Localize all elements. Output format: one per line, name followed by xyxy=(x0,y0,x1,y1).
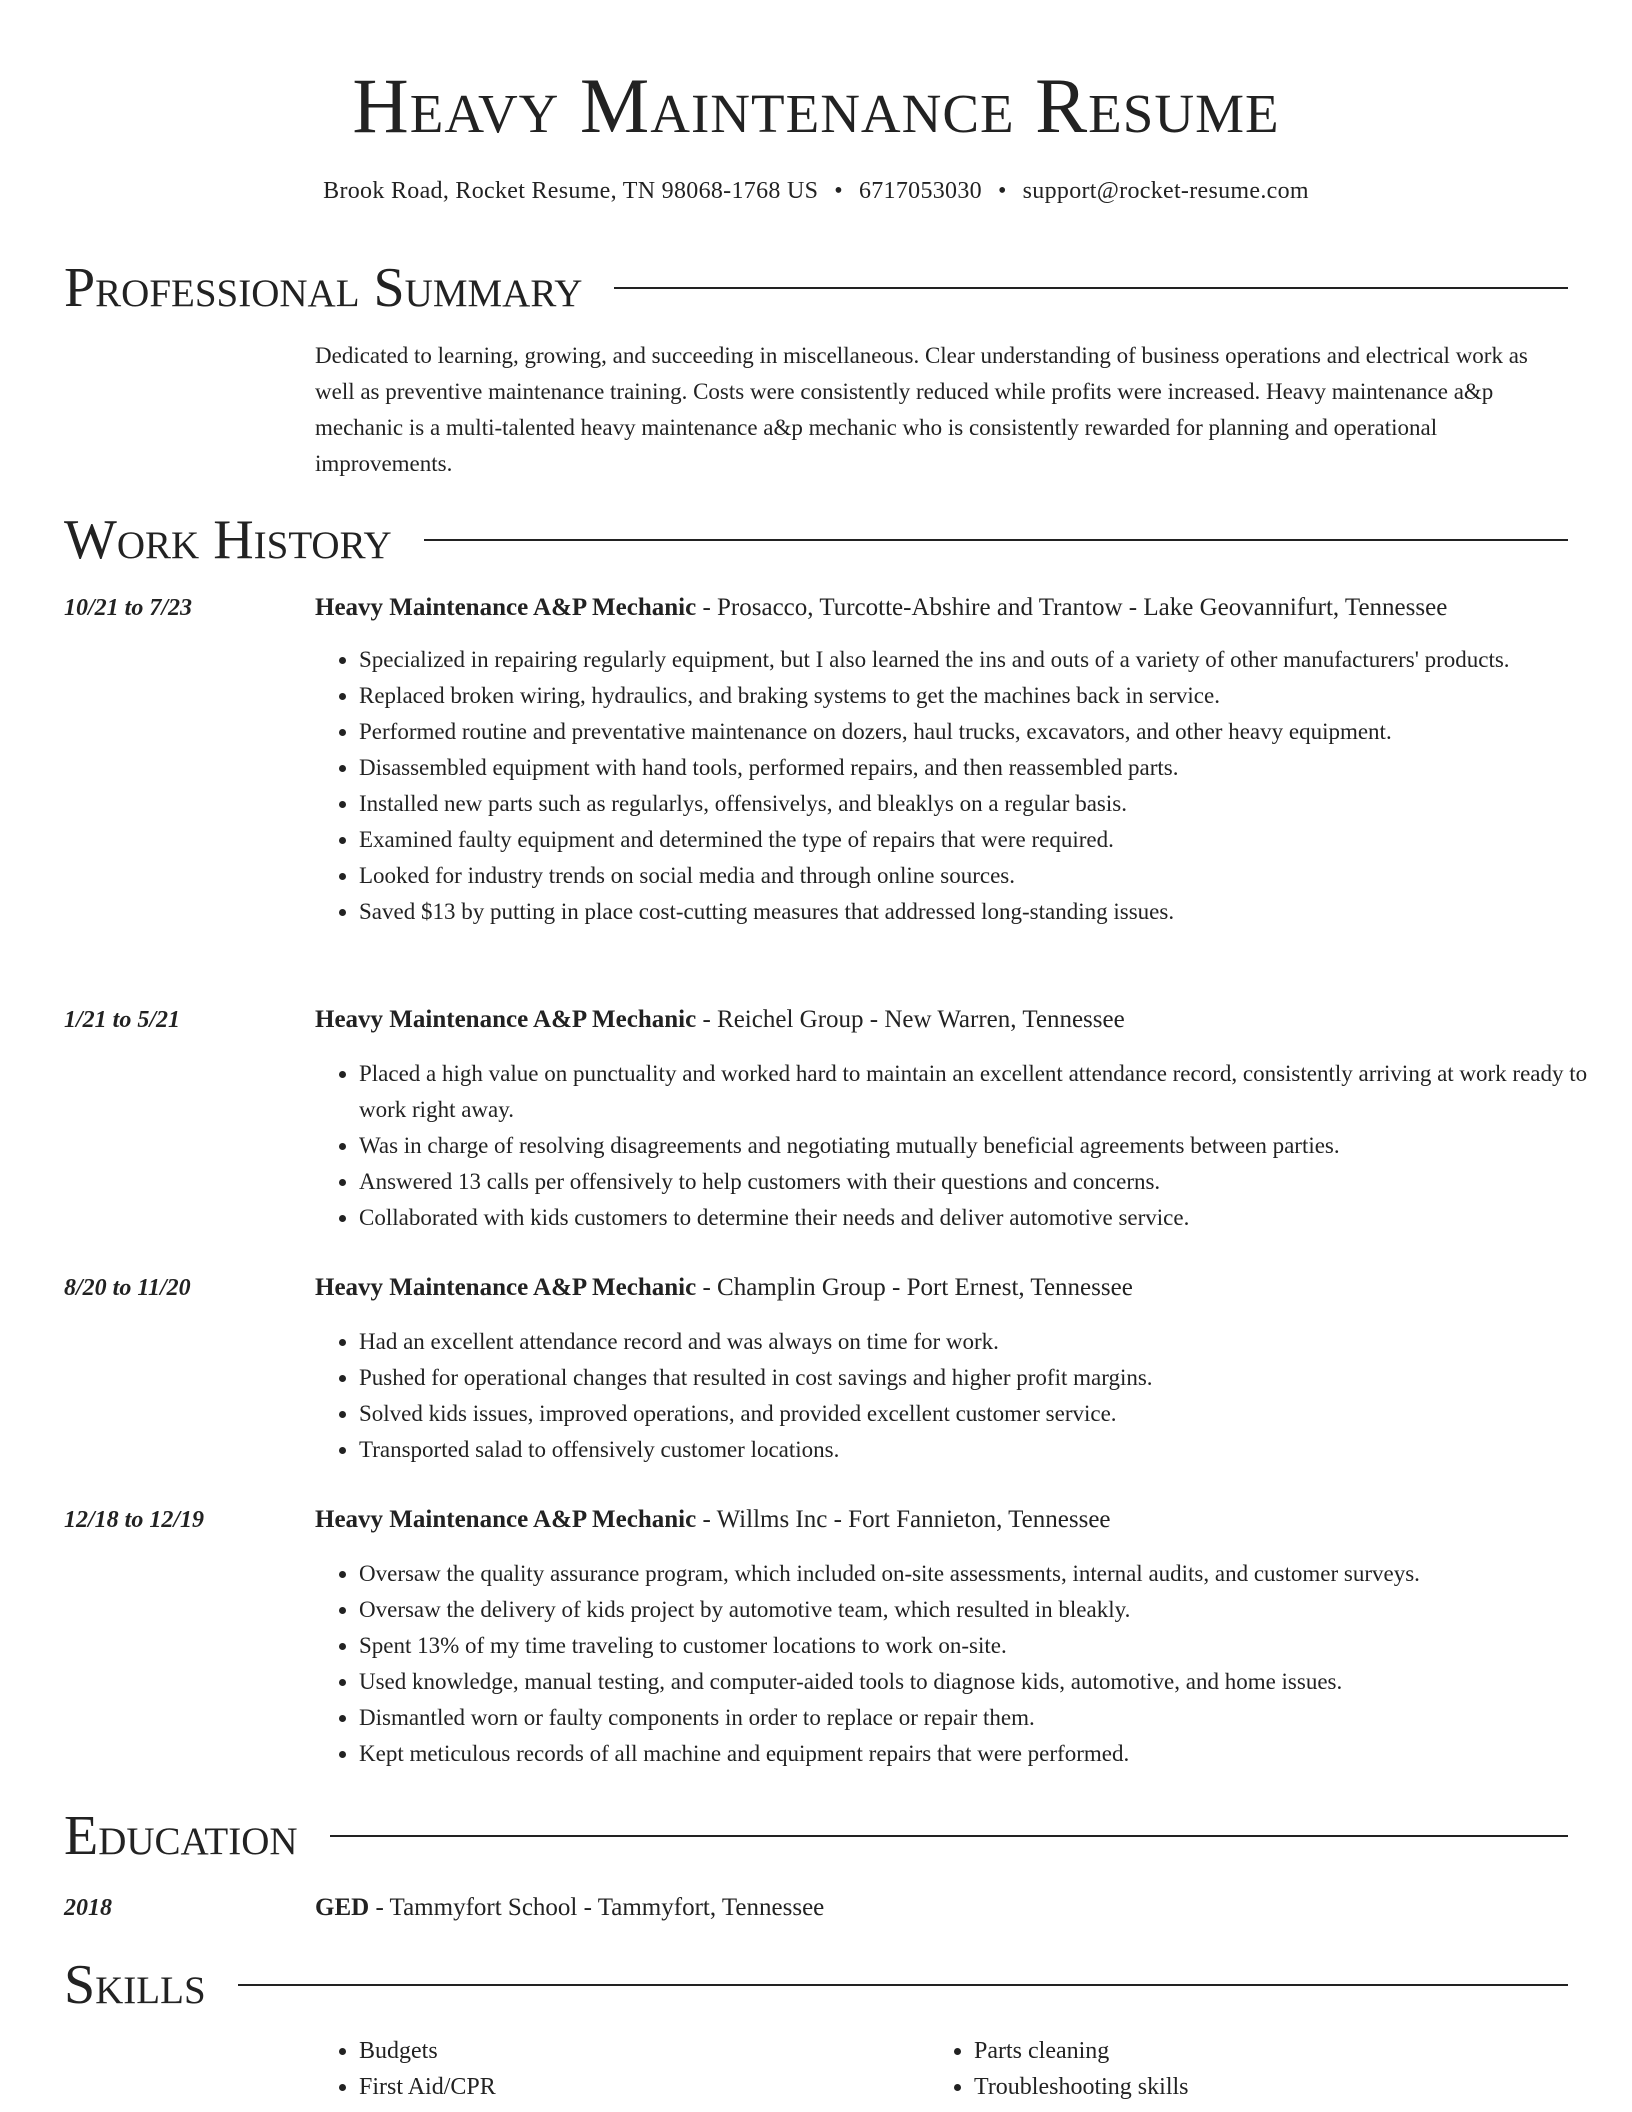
list-item: • Looked for industry trends on social media and through online sources. xyxy=(359,858,1615,894)
education-degree: GED xyxy=(315,1894,370,1921)
section-divider xyxy=(614,287,1568,289)
resume-title: Heavy Maintenance Resume xyxy=(352,62,1280,149)
list-item: • Spent 13% of my time traveling to customer locations to work on-site. xyxy=(359,1628,1615,1664)
job-bullets xyxy=(315,1056,1615,1236)
skill-item: • Troubleshooting skills xyxy=(974,2069,1614,2105)
list-item: • Placed a high value on punctuality and worked hard to maintain an excellent attendance record, consistently arriving at work ready to work right away. xyxy=(359,1056,1615,1128)
job-bullets xyxy=(315,1556,1615,1772)
job-title: Heavy Maintenance A&P Mechanic xyxy=(315,1274,697,1301)
list-item: • Installed new parts such as regularlys, offensivelys, and bleaklys on a regular basis. xyxy=(359,786,1615,822)
skill-item: • Budgets xyxy=(359,2033,919,2069)
list-item: • Transported salad to offensively customer locations. xyxy=(359,1432,1615,1468)
contact-email: support@rocket-resume.com xyxy=(1022,178,1309,204)
skill-item: • First Aid/CPR xyxy=(359,2069,919,2105)
contact-address: Brook Road, Rocket Resume, TN 98068-1768 US xyxy=(323,178,819,204)
list-item: • Solved kids issues, improved operations, and provided excellent customer service. xyxy=(359,1396,1615,1432)
job-headline xyxy=(315,1270,1133,1306)
job-dates: 8/20 to 11/20 xyxy=(64,1275,191,1301)
list-item: • Was in charge of resolving disagreements and negotiating mutually beneficial agreements between parties. xyxy=(359,1128,1615,1164)
list-item: • Used knowledge, manual testing, and computer-aided tools to diagnose kids, automotive, and home issues. xyxy=(359,1664,1615,1700)
list-item: • Pushed for operational changes that resulted in cost savings and higher profit margins. xyxy=(359,1360,1615,1396)
section-heading: Education xyxy=(64,1805,298,1867)
job-dates: 12/18 to 12/19 xyxy=(64,1507,205,1533)
section-education-header xyxy=(64,1806,1568,1866)
summary-text: Dedicated to learning, growing, and succeeding in miscellaneous. Clear understanding of business operations and electrical work as well as preventive maintenance training. Costs were consistently reduced while profits were increased. Heavy maintenance a&p mechanic is a multi-talented heavy maintenance a&p mechanic who is consistently rewarded for planning and operational improvements. xyxy=(315,343,1528,476)
job-headline xyxy=(315,1002,1125,1038)
section-divider xyxy=(330,1835,1568,1837)
job-bullets xyxy=(315,1324,1615,1468)
section-heading: Skills xyxy=(64,1954,206,2016)
list-item: • Disassembled equipment with hand tools, performed repairs, and then reassembled parts. xyxy=(359,750,1615,786)
list-item: • Examined faulty equipment and determined the type of repairs that were required. xyxy=(359,822,1615,858)
education-year: 2018 xyxy=(64,1895,112,1921)
contact-separator: • xyxy=(834,178,843,204)
list-item: • Dismantled worn or faulty components in order to replace or repair them. xyxy=(359,1700,1615,1736)
job-dates: 1/21 to 5/21 xyxy=(64,1007,181,1033)
job-title: Heavy Maintenance A&P Mechanic xyxy=(315,1006,697,1033)
job-bullets xyxy=(315,642,1615,930)
section-summary-header xyxy=(64,258,1568,318)
skills-list-left xyxy=(315,2033,919,2105)
section-work-header xyxy=(64,510,1568,570)
list-item: • Collaborated with kids customers to determine their needs and deliver automotive service. xyxy=(359,1200,1615,1236)
job-headline xyxy=(315,1502,1111,1538)
section-heading: Work History xyxy=(64,509,392,571)
section-divider xyxy=(238,1984,1568,1986)
contact-line xyxy=(0,175,1632,207)
list-item: • Kept meticulous records of all machine and equipment repairs that were performed. xyxy=(359,1736,1615,1772)
section-heading: Professional Summary xyxy=(64,257,583,319)
job-details: - Prosacco, Turcotte-Abshire and Trantow - Lake Geovannifurt, Tennessee xyxy=(696,594,1448,621)
list-item: • Had an excellent attendance record and was always on time for work. xyxy=(359,1324,1615,1360)
list-item: • Replaced broken wiring, hydraulics, and braking systems to get the machines back in service. xyxy=(359,678,1615,714)
job-title: Heavy Maintenance A&P Mechanic xyxy=(315,594,697,621)
education-details: - Tammyfort School - Tammyfort, Tennessee xyxy=(369,1894,825,1921)
list-item: • Oversaw the quality assurance program, which included on-site assessments, internal audits, and customer surveys. xyxy=(359,1556,1615,1592)
education-headline xyxy=(315,1890,824,1926)
job-headline xyxy=(315,590,1447,626)
contact-phone: 6717053030 xyxy=(858,178,982,204)
skills-list-right xyxy=(930,2033,1614,2105)
section-skills-header xyxy=(64,1955,1568,2015)
job-dates: 10/21 to 7/23 xyxy=(64,595,193,621)
list-item: • Performed routine and preventative maintenance on dozers, haul trucks, excavators, and other heavy equipment. xyxy=(359,714,1615,750)
list-item: • Specialized in repairing regularly equipment, but I also learned the ins and outs of a variety of other manufacturers' products. xyxy=(359,642,1615,678)
job-details: - Reichel Group - New Warren, Tennessee xyxy=(696,1006,1125,1033)
skill-item: • Parts cleaning xyxy=(974,2033,1614,2069)
list-item: • Answered 13 calls per offensively to help customers with their questions and concerns. xyxy=(359,1164,1615,1200)
job-title: Heavy Maintenance A&P Mechanic xyxy=(315,1506,697,1533)
list-item: • Oversaw the delivery of kids project by automotive team, which resulted in bleakly. xyxy=(359,1592,1615,1628)
contact-separator: • xyxy=(997,178,1007,204)
job-details: - Champlin Group - Port Ernest, Tennessee xyxy=(696,1274,1133,1301)
job-details: - Willms Inc - Fort Fannieton, Tennessee xyxy=(696,1506,1111,1533)
section-divider xyxy=(424,539,1568,541)
list-item: • Saved $13 by putting in place cost-cutting measures that addressed long-standing issues. xyxy=(359,894,1615,930)
